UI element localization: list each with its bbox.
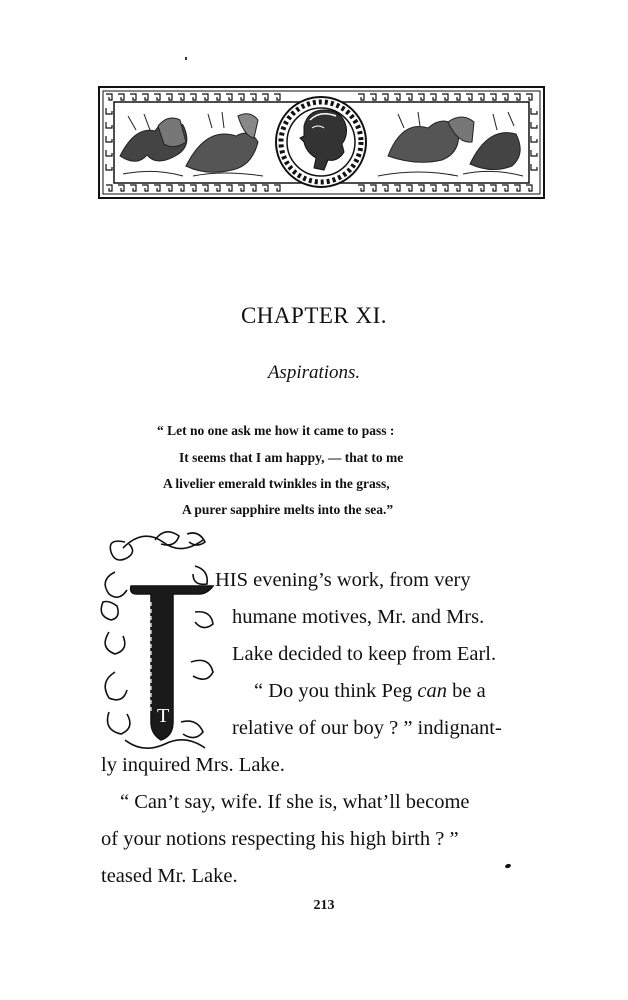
body-line: Lake decided to keep from Earl. [232,643,497,665]
body-line: humane motives, Mr. and Mrs. [232,606,485,628]
body-line: HIS evening’s work, from very [215,569,471,591]
epigraph-line: It seems that I am happy, — that to me [179,450,404,465]
page-number: 213 [313,898,335,913]
body-line: of your notions respecting his high birth ? ” [101,828,459,850]
body-line: “ Do you think Peg can be a [254,680,486,702]
chapter-subtitle: Aspirations. [267,362,361,383]
body-line: teased Mr. Lake. [101,865,238,887]
header-ornament [98,86,545,199]
body-line: relative of our boy ? ” indignant- [232,717,502,739]
decorated-initial [95,522,220,762]
epigraph-line: A purer sapphire melts into the sea.” [182,502,394,517]
epigraph-line: A livelier emerald twinkles in the grass, [163,476,390,491]
ink-speck [504,863,511,869]
chapter-title: CHAPTER XI. [240,303,388,328]
ink-speck [185,57,187,60]
initial-letter: T [157,705,170,727]
body-line: ly inquired Mrs. Lake. [101,754,285,776]
epigraph-line: “ Let no one ask me how it came to pass : [157,423,395,438]
body-line: “ Can’t say, wife. If she is, what’ll become [120,791,470,813]
